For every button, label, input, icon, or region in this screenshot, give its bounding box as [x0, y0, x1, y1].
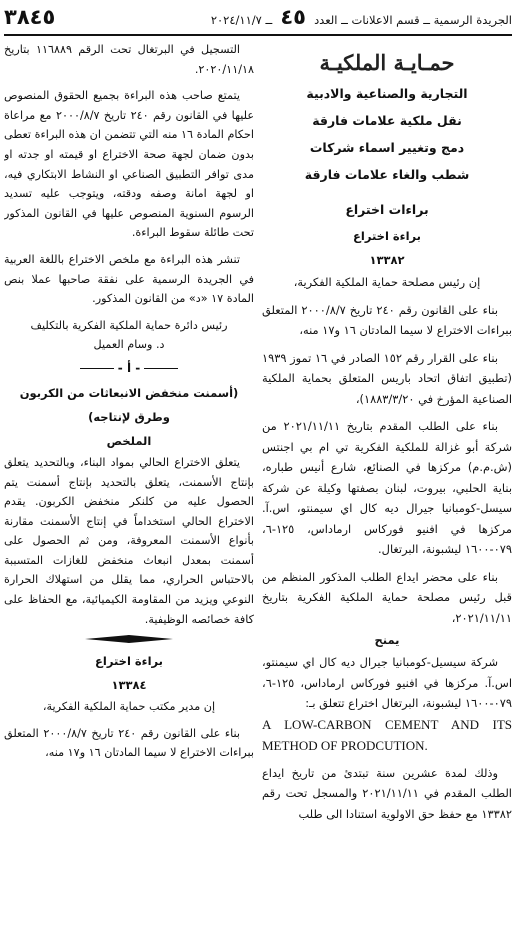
grants-label: يمنح: [374, 633, 400, 647]
paragraph: التسجيل في البرتغال تحت الرقم ١١٦٨٨٩ بتاريخ ٢٠٢٠/١١/١٨.: [4, 43, 254, 76]
paragraph: تنشر هذه البراءة مع ملخص الاختراع باللغة العربية في الجريدة الرسمية على نفقة صاحبها عملا بنص المادة ١٧ «د» من القانون المذكور.: [4, 252, 254, 306]
paragraph: بناء على محضر ايداع الطلب المذكور المنظم من قبل رئيس مصلحة حماية الملكية الفكرية بتاريخ ٢٠٢١/١١/١١،: [262, 569, 512, 625]
issue-number: ٤٥: [280, 5, 306, 29]
paragraph: يتمتع صاحب هذه البراءة بجميع الحقوق المنصوص عليها في القانون رقم ٢٤٠ تاريخ ٢٠٠٠/٨/٧ مع مراعاة احكام المادة ١٦ منه التي تتضمن ان هذه البراءة تعطى بدون ضمان لجهة صحة الاختراع او قيمته او جدته او مدى توافر التطبيق الصناعي او النشاط الابتكاري فيه، او لجهة امانة وصفه ودقته، ويتوجب عليه تسديد الرسوم السنوية المنصوص عليها في القانون المذكور تحت طائلة سقوط البراءة.: [4, 89, 254, 240]
paragraph: بناء على الطلب المقدم بتاريخ ٢٠٢١/١١/١١ من شركة أبو غزالة للملكية الفكرية تي ام بي اجنتس (ش.م.م) مركزها في الصنائع، شارع أنيس طباره، بناية الحلبي، بيروت، لبنان بصفتها وكيلة عن شركة سيسل-كومبانيا جيرال ديه كال اي سيمنتو، اس.آ. مركزها في افنيو فوركاس ارماداس، ١٢٥-٦، ٠٧٩-١٦٠٠ ليشبونة، البرتغال.: [262, 419, 512, 556]
addressee: إن مدير مكتب حماية الملكية الفكرية،: [42, 700, 216, 714]
paragraph: شركة سيسيل-كومبانيا جيرال ديه كال اي سيمنتو، اس.آ. مركزها في افنيو فوركاس ارماداس، ١٢٥-٦، ٠٧٩-١٦٠٠ ليشبونة، البرتغال اختراع تتعلق بـ:: [262, 655, 512, 710]
section-mark: - أ -: [76, 361, 182, 375]
paragraph: بناء على القانون رقم ٢٤٠ تاريخ ٢٠٠٠/٨/٧ المتعلق ببراءات الاختراع لا سيما المادتان ١٦ و١٧ منه،: [262, 302, 512, 337]
patent-heading: براءة اختراع: [95, 654, 163, 669]
patent-heading: براءة اختراع: [353, 229, 421, 243]
running-title: الجريدة الرسمية ــ قسم الاعلانات ــ العدد: [314, 13, 512, 27]
abstract-text: يتعلق الاختراع الحالي بمواد البناء، وبالتحديد يتعلق بإنتاج الأسمنت، يتعلق بالتحديد بإنتاج أسمنت يتم الحصول عليه من كلنكر منخفض الكربون. يقدم الاختراع الحالي استخداماً في إنتاج الأسمنت مقارنة بأنواع الأسمنت المعروفة، ومن ثم الحصول على أسمنت بمعدل انبعاث منخفض للغازات المتسببة بالاحتباس الحراري، مما يقلل من استهلاك الحرارة النوعي ويزيد من المقاومة الكيميائية، مع الحفاظ على كافة خصائصه الوظيفية.: [4, 455, 254, 626]
section-subtitle: دمج وتغيير اسماء شركات: [309, 140, 465, 155]
english-invention-title: A LOW-CARBON CEMENT AND ITS METHOD OF PRODCUTION.: [262, 716, 512, 753]
paragraph: وذلك لمدة عشرين سنة تبتدئ من تاريخ ايداع الطلب المقدم في ٢٠٢١/١١/١١ والمسجل تحت رقم ١٣٣٨٢ مع حفظ حق الاولوية استنادا الى طلب: [262, 765, 512, 821]
section-mark-row: [4, 361, 254, 375]
abstract-title: وطرق لإنتاجه): [88, 409, 170, 424]
abstract-title: (أسمنت منخفض الانبعاثات من الكربون: [19, 385, 239, 400]
patents-heading: براءات اختراع: [345, 202, 429, 217]
left-column: [4, 40, 254, 928]
summary-heading: الملخص: [106, 433, 152, 448]
ornament-rule-icon: [85, 635, 173, 643]
addressee: إن رئيس مصلحة حماية الملكية الفكرية،: [293, 275, 481, 289]
signature-title: رئيس دائرة حماية الملكية الفكرية بالتكليف: [30, 318, 228, 332]
paragraph: بناء على القرار رقم ١٥٢ الصادر في ١٦ تموز ١٩٣٩ (تطبيق اتفاق اتحاد باريس المتعلق بحماية الملكية الصناعية المؤرخ في ١٨٨٣/٣/٢٠)،: [262, 350, 512, 406]
header-title-group: [211, 5, 512, 29]
issue-date: ــ ٢٠٢٤/١١/٧: [210, 13, 273, 27]
patent-number: ١٣٣٨٢: [369, 253, 405, 267]
ornament-divider: [4, 635, 254, 643]
section-subtitle: التجارية والصناعية والادبية: [306, 86, 468, 101]
section-title: حمـايـة الملكيـة: [319, 50, 455, 75]
signature-name: د. وسام العميل: [93, 338, 165, 352]
right-column: [262, 40, 512, 928]
section-subtitle: شطب والغاء علامات فارقة: [304, 167, 470, 182]
page-number: ٣٨٤٥: [4, 5, 56, 29]
section-subtitle: نقل ملكية علامات فارقة: [312, 113, 462, 128]
patent-number: ١٣٣٨٤: [111, 678, 147, 693]
running-header: [4, 0, 512, 36]
section-title-box: [262, 46, 512, 188]
paragraph: بناء على القانون رقم ٢٤٠ تاريخ ٢٠٠٠/٨/٧ المتعلق ببراءات الاختراع لا سيما المادتان ١٦ و١٧ منه،: [4, 726, 254, 760]
